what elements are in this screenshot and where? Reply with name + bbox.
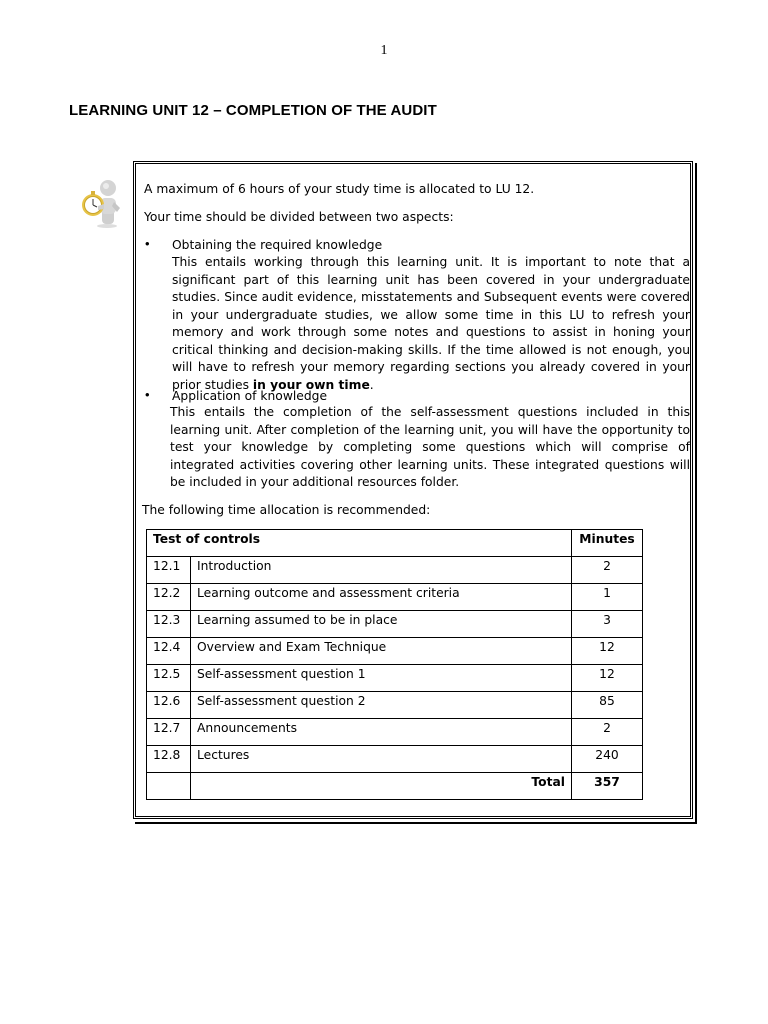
row-minutes: 240 [572,746,643,773]
row-number: 12.7 [147,719,191,746]
table-row [147,719,643,746]
total-value: 357 [572,773,643,800]
bullet-2-body: This entails the completion of the self-assessment questions included in this learning unit. After completion of the learning unit, you will have the opportunity to test your knowledge by completing some questions which will comprise of integrated activities covering other learning units. These integrated questions will be included in your additional resources folder. [170,405,690,489]
bullet-dot: • [145,387,150,402]
row-minutes: 12 [572,665,643,692]
table-row [147,746,643,773]
row-label: Self-assessment question 1 [191,665,572,692]
bullet-1-body: This entails working through this learning unit. It is important to note that a significant part of this learning unit has been covered in your undergraduate studies. Since audit evidence, misstatements and Subsequent events were covered in your undergraduate studies, we allow some time in this LU to refresh your memory and work through some notes and questions to assist in honing your critical thinking and decision-making skills. If the time allowed is not enough, you will have to refresh your memory regarding sections you already covered in your prior studies in your own time. [172,255,690,392]
table-header-row [147,530,643,557]
row-label: Announcements [191,719,572,746]
table-row [147,584,643,611]
intro-line-2: Your time should be divided between two aspects: [144,210,454,224]
bullet-1-body-emphasis: in your own time [252,377,370,392]
table-row [147,557,643,584]
unit-title: LEARNING UNIT 12 – COMPLETION OF THE AUDIT [69,102,437,119]
row-label: Learning assumed to be in place [191,611,572,638]
stopwatch-figure-icon [80,176,126,228]
bullet-dot: • [145,236,150,251]
row-minutes: 3 [572,611,643,638]
row-number: 12.2 [147,584,191,611]
row-label: Self-assessment question 2 [191,692,572,719]
row-number: 12.8 [147,746,191,773]
row-label: Overview and Exam Technique [191,638,572,665]
bullet-1-title: Obtaining the required knowledge [172,238,383,252]
page-number: 1 [380,43,388,58]
header-label: Test of controls [147,530,572,557]
bullet-2-title: Application of knowledge [172,389,328,403]
table-row [147,665,643,692]
row-number: 12.1 [147,557,191,584]
table-row [147,638,643,665]
row-minutes: 1 [572,584,643,611]
table-total-row [147,773,643,800]
row-number: 12.3 [147,611,191,638]
row-number: 12.6 [147,692,191,719]
row-number: 12.4 [147,638,191,665]
header-minutes: Minutes [572,530,643,557]
recommended-label: The following time allocation is recommended: [142,503,431,517]
total-empty-cell [147,773,191,800]
row-minutes: 2 [572,557,643,584]
row-minutes: 12 [572,638,643,665]
table-row [147,611,643,638]
row-label: Learning outcome and assessment criteria [191,584,572,611]
row-label: Introduction [191,557,572,584]
intro-line-1: A maximum of 6 hours of your study time is allocated to LU 12. [144,182,535,196]
row-label: Lectures [191,746,572,773]
total-label: Total [191,773,572,800]
row-number: 12.5 [147,665,191,692]
table-row [147,692,643,719]
row-minutes: 85 [572,692,643,719]
time-allocation-table [146,529,643,800]
row-minutes: 2 [572,719,643,746]
